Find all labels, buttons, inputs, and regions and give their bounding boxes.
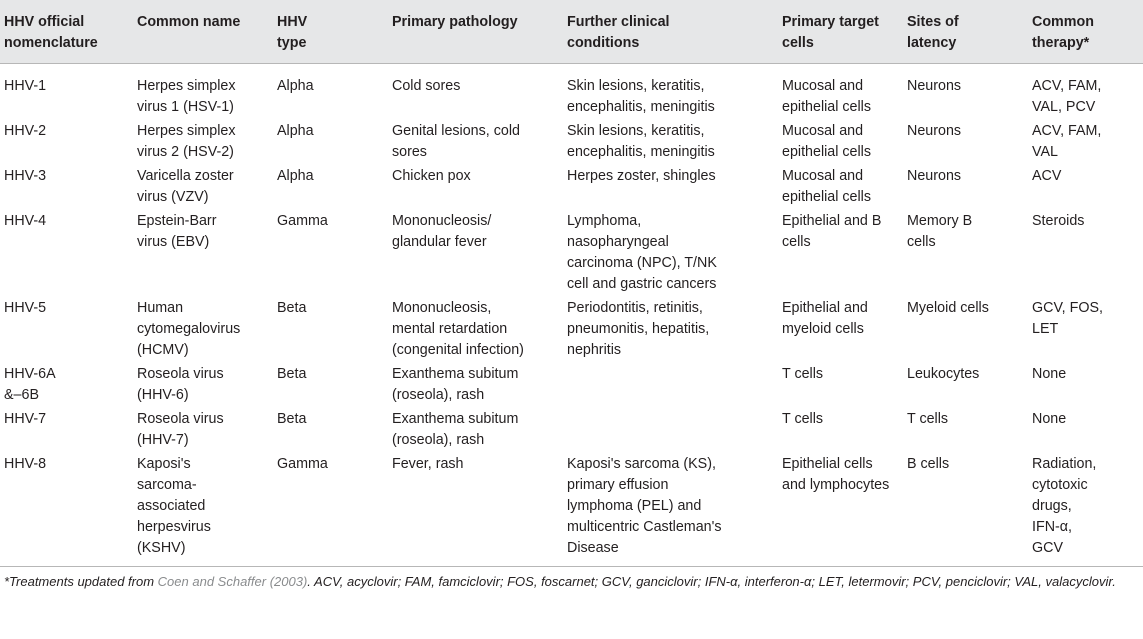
header-cell-common-name [133, 0, 273, 64]
table-row [0, 451, 1143, 567]
cell-latency [903, 64, 1028, 119]
cell-common-name [133, 295, 273, 361]
cell-text: Roseola virus (HHV-7) [137, 411, 224, 448]
table-row [0, 208, 1143, 295]
cell-common-name [133, 451, 273, 567]
cell-text: None [1032, 366, 1067, 382]
cell-primary-pathology [388, 361, 563, 406]
cell-text: Mononucleosis, mental retardation (congenital infection) [392, 300, 524, 358]
cell-text: Mucosal and epithelial cells [782, 168, 872, 205]
cell-text: Alpha [277, 168, 314, 184]
cell-text: ACV [1032, 168, 1062, 184]
cell-latency [903, 118, 1028, 163]
cell-text: T cells [782, 411, 824, 427]
table-row [0, 361, 1143, 406]
cell-text: T cells [782, 366, 824, 382]
header-row [0, 0, 1143, 64]
header-text: Common name [137, 14, 241, 30]
header-text: Further clinical conditions [567, 14, 670, 51]
cell-nomenclature [0, 406, 133, 451]
cell-text: Lymphoma, nasopharyngeal carcinoma (NPC), T/NK cell and gastric cancers [567, 213, 717, 292]
cell-text: Mucosal and epithelial cells [782, 123, 872, 160]
cell-text: Exanthema subitum (roseola), rash [392, 411, 519, 448]
cell-nomenclature [0, 118, 133, 163]
cell-nomenclature [0, 295, 133, 361]
cell-target-cells [778, 295, 903, 361]
cell-further-conditions [563, 208, 778, 295]
cell-further-conditions [563, 163, 778, 208]
cell-further-conditions [563, 361, 778, 406]
cell-target-cells [778, 361, 903, 406]
cell-further-conditions [563, 406, 778, 451]
cell-text: Neurons [907, 168, 962, 184]
header-cell-primary-pathology [388, 0, 563, 64]
cell-nomenclature [0, 64, 133, 119]
cell-target-cells [778, 118, 903, 163]
cell-common-name [133, 361, 273, 406]
cell-text: Radiation, cytotoxic drugs, IFN-α, GCV [1032, 456, 1097, 556]
header-text: HHV official nomenclature [4, 14, 98, 51]
header-text: Sites of latency [907, 14, 959, 51]
cell-therapy [1028, 406, 1143, 451]
table-row [0, 163, 1143, 208]
cell-primary-pathology [388, 64, 563, 119]
cell-target-cells [778, 451, 903, 567]
cell-text: Myeloid cells [907, 300, 989, 316]
cell-text: Alpha [277, 123, 314, 139]
cell-latency [903, 361, 1028, 406]
cell-text: Neurons [907, 123, 962, 139]
cell-text: Epithelial and B cells [782, 213, 882, 250]
cell-text: Periodontitis, retinitis, pneumonitis, hepatitis, nephritis [567, 300, 710, 358]
cell-nomenclature [0, 208, 133, 295]
cell-hhv-type [273, 118, 388, 163]
cell-text: Leukocytes [907, 366, 980, 382]
cell-nomenclature [0, 163, 133, 208]
cell-text: Memory B cells [907, 213, 973, 250]
header-text: Primary target cells [782, 14, 879, 51]
cell-text: Herpes zoster, shingles [567, 168, 716, 184]
table-footnote [0, 567, 1143, 592]
cell-text: GCV, FOS, LET [1032, 300, 1103, 337]
cell-therapy [1028, 295, 1143, 361]
cell-text: Chicken pox [392, 168, 471, 184]
cell-common-name [133, 118, 273, 163]
cell-hhv-type [273, 295, 388, 361]
cell-target-cells [778, 64, 903, 119]
cell-therapy [1028, 118, 1143, 163]
table-body [0, 64, 1143, 567]
cell-further-conditions [563, 451, 778, 567]
cell-text: T cells [907, 411, 949, 427]
cell-text: Skin lesions, keratitis, encephalitis, meningitis [567, 123, 715, 160]
cell-text: Beta [277, 366, 307, 382]
cell-text: HHV-1 [4, 78, 47, 94]
cell-text: Kaposi's sarcoma- associated herpesvirus (KSHV) [137, 456, 211, 556]
footnote-citation-link[interactable]: Coen and Schaffer (2003) [157, 574, 308, 589]
cell-text: Epithelial cells and lymphocytes [782, 456, 890, 493]
cell-text: Genital lesions, cold sores [392, 123, 520, 160]
cell-text: HHV-7 [4, 411, 47, 427]
cell-text: Gamma [277, 456, 328, 472]
header-cell-nomenclature [0, 0, 133, 64]
cell-common-name [133, 208, 273, 295]
cell-target-cells [778, 406, 903, 451]
cell-text: Gamma [277, 213, 328, 229]
header-cell-hhv-type [273, 0, 388, 64]
cell-text: Alpha [277, 78, 314, 94]
cell-further-conditions [563, 64, 778, 119]
cell-therapy [1028, 64, 1143, 119]
table-row [0, 406, 1143, 451]
cell-nomenclature [0, 361, 133, 406]
cell-hhv-type [273, 361, 388, 406]
cell-text: Exanthema subitum (roseola), rash [392, 366, 519, 403]
cell-therapy [1028, 163, 1143, 208]
cell-therapy [1028, 208, 1143, 295]
cell-hhv-type [273, 64, 388, 119]
cell-text: B cells [907, 456, 950, 472]
cell-text: HHV-6A &–6B [4, 366, 56, 403]
cell-latency [903, 451, 1028, 567]
cell-latency [903, 406, 1028, 451]
cell-text: Skin lesions, keratitis, encephalitis, meningitis [567, 78, 715, 115]
cell-text: Mucosal and epithelial cells [782, 78, 872, 115]
header-cell-target-cells [778, 0, 903, 64]
cell-text: HHV-5 [4, 300, 47, 316]
cell-text: HHV-4 [4, 213, 47, 229]
cell-text: Epithelial and myeloid cells [782, 300, 868, 337]
cell-latency [903, 295, 1028, 361]
cell-text: Steroids [1032, 213, 1085, 229]
cell-text: Neurons [907, 78, 962, 94]
cell-text: Varicella zoster virus (VZV) [137, 168, 234, 205]
cell-further-conditions [563, 118, 778, 163]
header-cell-latency [903, 0, 1028, 64]
cell-text: Beta [277, 411, 307, 427]
cell-text: HHV-2 [4, 123, 47, 139]
cell-further-conditions [563, 295, 778, 361]
cell-text: None [1032, 411, 1067, 427]
cell-latency [903, 163, 1028, 208]
header-cell-further-conditions [563, 0, 778, 64]
table-row [0, 295, 1143, 361]
cell-therapy [1028, 361, 1143, 406]
cell-text: HHV-8 [4, 456, 47, 472]
footnote-suffix: . ACV, acyclovir; FAM, famciclovir; FOS, foscarnet; GCV, ganciclovir; IFN-α, interferon-α; LET, letermovir; PCV, penciclovir; VAL, valacyclovir. [307, 574, 1116, 589]
cell-hhv-type [273, 208, 388, 295]
cell-hhv-type [273, 163, 388, 208]
cell-text: Fever, rash [392, 456, 464, 472]
cell-common-name [133, 64, 273, 119]
cell-text: Herpes simplex virus 1 (HSV-1) [137, 78, 236, 115]
cell-text: HHV-3 [4, 168, 47, 184]
cell-nomenclature [0, 451, 133, 567]
cell-text: Mononucleosis/ glandular fever [392, 213, 492, 250]
footnote-prefix: *Treatments updated from [4, 574, 158, 589]
header-text: HHV type [277, 14, 308, 51]
table-row [0, 64, 1143, 119]
cell-hhv-type [273, 406, 388, 451]
cell-primary-pathology [388, 163, 563, 208]
header-text: Primary pathology [392, 14, 518, 30]
cell-common-name [133, 406, 273, 451]
cell-text: Kaposi's sarcoma (KS), primary effusion lymphoma (PEL) and multicentric Castleman's Disease [567, 456, 722, 556]
cell-text: ACV, FAM, VAL [1032, 123, 1102, 160]
cell-text: Human cytomegalovirus (HCMV) [137, 300, 241, 358]
cell-therapy [1028, 451, 1143, 567]
cell-target-cells [778, 163, 903, 208]
cell-text: Cold sores [392, 78, 461, 94]
cell-primary-pathology [388, 208, 563, 295]
header-text: Common therapy* [1032, 14, 1094, 51]
cell-common-name [133, 163, 273, 208]
cell-latency [903, 208, 1028, 295]
cell-hhv-type [273, 451, 388, 567]
cell-text: Epstein-Barr virus (EBV) [137, 213, 217, 250]
cell-text: Beta [277, 300, 307, 316]
cell-text: ACV, FAM, VAL, PCV [1032, 78, 1102, 115]
cell-primary-pathology [388, 451, 563, 567]
cell-primary-pathology [388, 118, 563, 163]
cell-text: Roseola virus (HHV-6) [137, 366, 224, 403]
table-header [0, 0, 1143, 64]
cell-text: Herpes simplex virus 2 (HSV-2) [137, 123, 236, 160]
cell-primary-pathology [388, 295, 563, 361]
table-row [0, 118, 1143, 163]
cell-primary-pathology [388, 406, 563, 451]
header-cell-therapy [1028, 0, 1143, 64]
cell-target-cells [778, 208, 903, 295]
